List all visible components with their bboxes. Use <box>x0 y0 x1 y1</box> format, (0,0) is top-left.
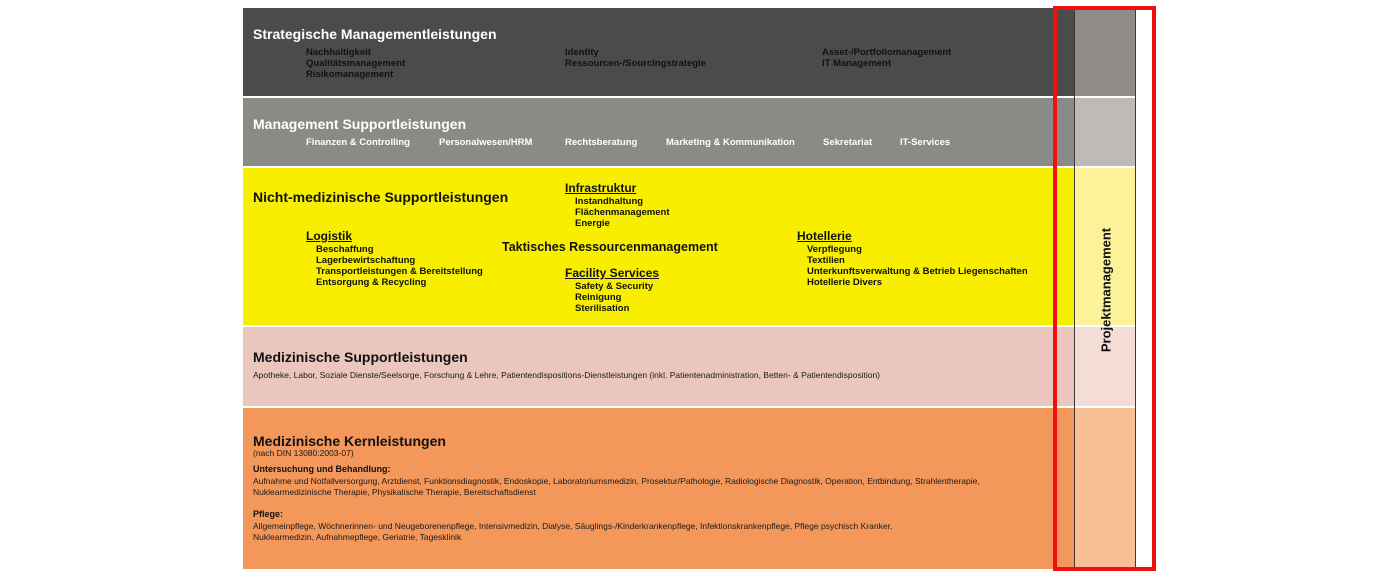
examination-heading: Untersuchung und Behandlung: <box>253 464 391 474</box>
management-support-main-area <box>243 98 1054 166</box>
infrastructure-list <box>575 196 670 229</box>
highlight-frame <box>1053 6 1156 571</box>
infrastructure-item: Energie <box>575 218 610 229</box>
examination-text-line-1: Aufnahme und Notfallversorgung, Arztdienst, Funktionsdiagnostik, Endoskopie, Laboratoriumsmedizin, Prosektur/Pathologie, Radiologische Diagnostik, Operation, Entbindung, Strahlentherapie, <box>253 476 980 486</box>
infrastructure-item: Flächenmanagement <box>575 207 670 218</box>
strategic-title: Strategische Managementleistungen <box>253 26 497 42</box>
management-support-item: Finanzen & Controlling <box>306 137 410 148</box>
management-support-item: Personalwesen/HRM <box>439 137 533 148</box>
medical-core-title: Medizinische Kernleistungen <box>253 433 446 449</box>
facility-services-list <box>575 281 653 314</box>
hotellerie-heading: Hotellerie <box>797 229 852 243</box>
strategic-item: IT Management <box>822 58 892 69</box>
strategic-item: Nachhaltigkeit <box>306 47 371 58</box>
hotellerie-item: Hotellerie Divers <box>807 277 882 288</box>
logistics-item: Transportleistungen & Bereitstellung <box>316 266 483 277</box>
strategic-column-2 <box>565 47 706 69</box>
non-medical-title: Nicht-medizinische Supportleistungen <box>253 189 509 205</box>
strategic-column-3 <box>822 47 951 69</box>
infrastructure-item: Instandhaltung <box>575 196 644 207</box>
hotellerie-item: Verpflegung <box>807 244 862 255</box>
tactical-resource-management-label: Taktisches Ressourcenmanagement <box>502 240 718 254</box>
medical-core-subtitle: (nach DIN 13080:2003-07) <box>253 448 354 458</box>
strategic-item: Identity <box>565 47 599 58</box>
management-support-item: Rechtsberatung <box>565 137 638 148</box>
hotellerie-item: Unterkunftsverwaltung & Betrieb Liegenschaften <box>807 266 1028 277</box>
strategic-item: Qualitätsmanagement <box>306 58 406 69</box>
logistics-heading: Logistik <box>306 229 353 243</box>
care-heading: Pflege: <box>253 509 284 519</box>
hotellerie-item: Textilien <box>807 255 845 266</box>
medical-support-title: Medizinische Supportleistungen <box>253 349 468 365</box>
project-management-label: Projektmanagement <box>1098 227 1114 353</box>
hotellerie-list <box>807 244 1028 288</box>
facility-services-heading: Facility Services <box>565 266 660 280</box>
logistics-item: Beschaffung <box>316 244 374 255</box>
management-support-item: IT-Services <box>900 137 951 148</box>
logistics-item: Entsorgung & Recycling <box>316 277 427 288</box>
facility-services-item: Reinigung <box>575 292 622 303</box>
strategic-item: Risikomanagement <box>306 69 394 80</box>
care-text-line-2: Nuklearmedizin, Aufnahmepflege, Geriatrie, Tagesklinik <box>253 532 462 542</box>
medical-support-text: Apotheke, Labor, Soziale Dienste/Seelsorge, Forschung & Lehre, Patientendispositions-Dienstleistungen (inkl. Patientenadministration, Betten- & Patientendisposition) <box>253 370 881 380</box>
strategic-item: Asset-/Portfoliomanagement <box>822 47 952 58</box>
care-text-line-1: Allgemeinpflege, Wöchnerinnen- und Neugeborenenpflege, Intensivmedizin, Dialyse, Säuglings-/Kinderkrankenpflege, Infektionskrankenpflege, Pflege psychisch Kranker, <box>253 521 893 531</box>
management-support-band <box>243 98 1372 166</box>
facility-services-item: Sterilisation <box>575 303 630 314</box>
medical-support-main-area <box>243 327 1054 406</box>
logistics-item: Lagerbewirtschaftung <box>316 255 416 266</box>
strategic-column-1 <box>306 47 405 80</box>
infrastructure-heading: Infrastruktur <box>565 181 637 195</box>
strategic-management-band <box>243 8 1372 96</box>
logistics-list <box>316 244 483 288</box>
management-support-item: Sekretariat <box>823 137 873 148</box>
facility-services-item: Safety & Security <box>575 281 654 292</box>
strategic-item: Ressourcen-/Sourcingstrategie <box>565 58 706 69</box>
management-support-title: Management Supportleistungen <box>253 116 467 132</box>
examination-text-line-2: Nuklearmedizinische Therapie, Physikalische Therapie, Bereitschaftsdienst <box>253 487 536 497</box>
medical-support-band <box>243 327 1372 406</box>
management-support-item: Marketing & Kommunikation <box>666 137 795 148</box>
